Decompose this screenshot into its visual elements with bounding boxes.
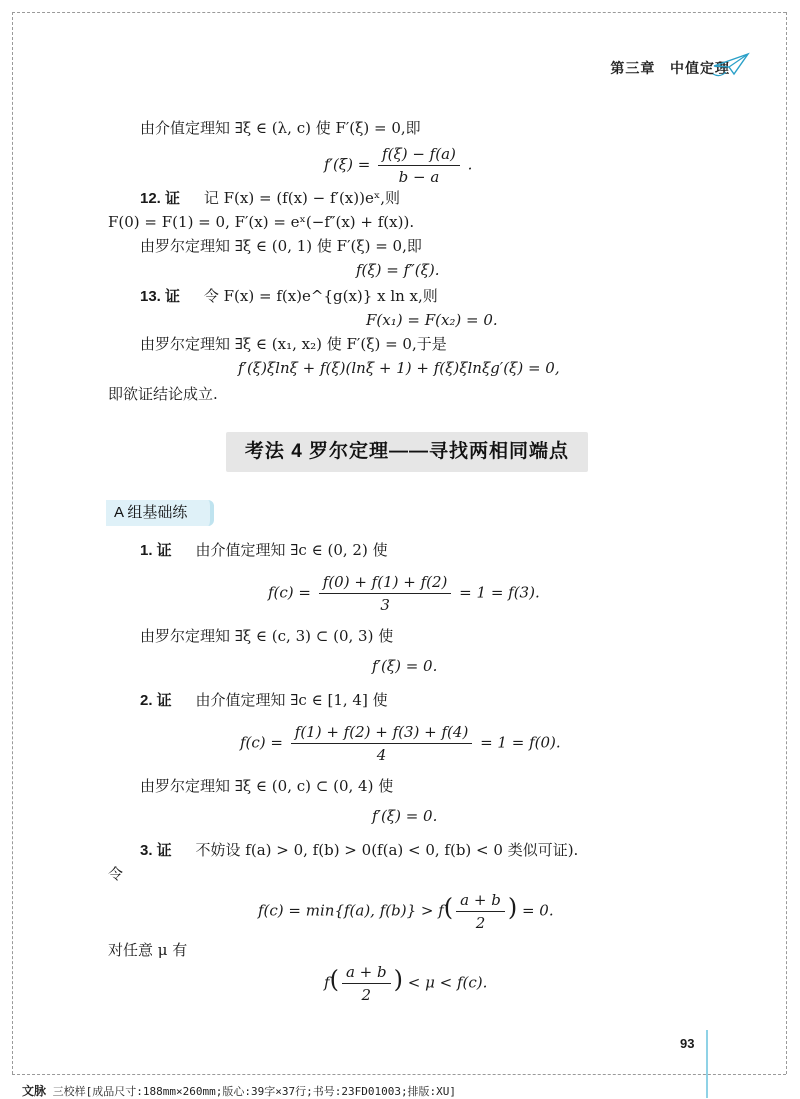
problem-13-line-1: [140, 286, 438, 307]
problem-12-line-1: [140, 188, 400, 209]
group-tag: A 组基础练: [106, 500, 214, 526]
header-chapter: 第三章: [610, 60, 656, 76]
q1-equation: [268, 572, 540, 615]
paper-plane-icon: [712, 52, 750, 82]
page-number: 93: [680, 1036, 695, 1051]
problem-12-line-2: F(0) = F(1) = 0, F′(x) = eˣ(−f″(x) + f(x)).: [108, 213, 415, 231]
problem-13-line-4: f′(ξ)ξlnξ + f(ξ)(lnξ + 1) + f(ξ)ξlnξg′(ξ) = 0,: [238, 359, 560, 377]
q2-eq-fraction: [291, 722, 473, 765]
problem-12-line-3: 由罗尔定理知 ∃ξ ∈ (0, 1) 使 F′(ξ) = 0,即: [140, 237, 422, 255]
q2-eq-rhs: = 1 = f(0).: [480, 733, 561, 752]
header-title: 中值定理: [670, 60, 730, 76]
q2-line-1: [140, 690, 388, 711]
prev-eq-fraction: [378, 144, 460, 187]
problem-12-label: 12. 证: [140, 190, 181, 207]
q2-label: 2. 证: [140, 692, 172, 709]
q1-line-4: f′(ξ) = 0.: [372, 657, 438, 675]
q3-eq1-denominator: 2: [475, 914, 486, 932]
q3-eq1-lhs: f(c) = min{f(a), f(b)} > f: [258, 901, 444, 920]
problem-13-line-3: 由罗尔定理知 ∃ξ ∈ (x₁, x₂) 使 F′(ξ) = 0,于是: [140, 335, 447, 353]
print-footer: [22, 1082, 456, 1099]
q3-line-2: 令: [108, 865, 124, 883]
q2-line-4: f′(ξ) = 0.: [372, 807, 438, 825]
q2-text: 由介值定理知 ∃c ∈ [1, 4] 使: [195, 691, 388, 709]
problem-13-label: 13. 证: [140, 288, 181, 305]
q1-eq-fraction: [319, 572, 452, 615]
q3-eq2-denominator: 2: [361, 986, 372, 1004]
q3-equation-2: f( $\frac{a + b}{2}$ ) < μ < f(c).: [324, 963, 488, 1004]
page-border-top: [12, 12, 786, 13]
problem-13-line-5: 即欲证结论成立.: [108, 385, 218, 403]
prev-line-1: 由介值定理知 ∃ξ ∈ (λ, c) 使 F′(ξ) = 0,即: [140, 119, 421, 137]
q2-eq-denominator: 4: [376, 746, 387, 764]
prev-eq-lhs: f′(ξ) =: [324, 155, 371, 174]
q1-text: 由介值定理知 ∃c ∈ (0, 2) 使: [195, 541, 388, 559]
q1-eq-rhs: = 1 = f(3).: [459, 583, 540, 602]
q3-eq1-rhs: = 0.: [521, 901, 554, 920]
prev-equation: [324, 144, 472, 187]
prev-eq-numerator: f(ξ) − f(a): [378, 144, 460, 166]
problem-12-text: 记 F(x) = (f(x) − f′(x))eˣ,则: [203, 189, 400, 207]
q2-line-3: 由罗尔定理知 ∃ξ ∈ (0, c) ⊂ (0, 4) 使: [140, 777, 394, 795]
q2-eq-numerator: f(1) + f(2) + f(3) + f(4): [291, 722, 473, 744]
q1-eq-lhs: f(c) =: [268, 583, 311, 602]
q1-line-1: [140, 540, 388, 561]
q1-eq-denominator: 3: [380, 596, 390, 614]
q1-line-3: 由罗尔定理知 ∃ξ ∈ (c, 3) ⊂ (0, 3) 使: [140, 627, 394, 645]
footer-info: 三校样[成品尺寸:188mm×260mm;版心:39字×37行;书号:23FD01003;排版:XU]: [52, 1085, 457, 1098]
problem-12-line-4: f(ξ) = f″(ξ).: [356, 261, 440, 279]
page-border-right: [786, 12, 787, 1074]
problem-13-text: 令 F(x) = f(x)e^{g(x)} x ln x,则: [203, 287, 438, 305]
page-border-left: [12, 12, 13, 1074]
q3-line-1: [140, 840, 578, 861]
q1-label: 1. 证: [140, 542, 172, 559]
q1-eq-numerator: f(0) + f(1) + f(2): [319, 572, 452, 594]
q3-line-4: 对任意 μ 有: [108, 941, 188, 959]
q3-text: 不妨设 f(a) > 0, f(b) > 0(f(a) < 0, f(b) < 0 类似可证).: [195, 841, 579, 859]
q3-eq2-lhs: f: [324, 973, 330, 992]
q3-eq2-rhs: < μ < f(c).: [407, 973, 488, 992]
q3-label: 3. 证: [140, 842, 172, 859]
q3-eq1-fraction: [456, 890, 505, 933]
footer-brand: 文脉: [22, 1084, 47, 1098]
q3-eq1-numerator: a + b: [456, 890, 505, 912]
q3-equation-1: f(c) = min{f(a), f(b)} > f( $\frac{a + b}{2}$ ) = 0.: [258, 891, 554, 932]
problem-13-line-2: F(x₁) = F(x₂) = 0.: [366, 311, 498, 329]
page-number-rule: [706, 1030, 708, 1098]
page-border-bottom: [12, 1074, 786, 1075]
section-heading: 考法 4 罗尔定理——寻找两相同端点: [244, 441, 570, 462]
q3-eq2-fraction: [342, 962, 391, 1005]
q2-eq-lhs: f(c) =: [240, 733, 283, 752]
q3-eq2-numerator: a + b: [342, 962, 391, 984]
prev-eq-denominator: b − a: [398, 168, 440, 186]
q2-equation: [240, 722, 561, 765]
prev-eq-end: .: [467, 155, 473, 174]
